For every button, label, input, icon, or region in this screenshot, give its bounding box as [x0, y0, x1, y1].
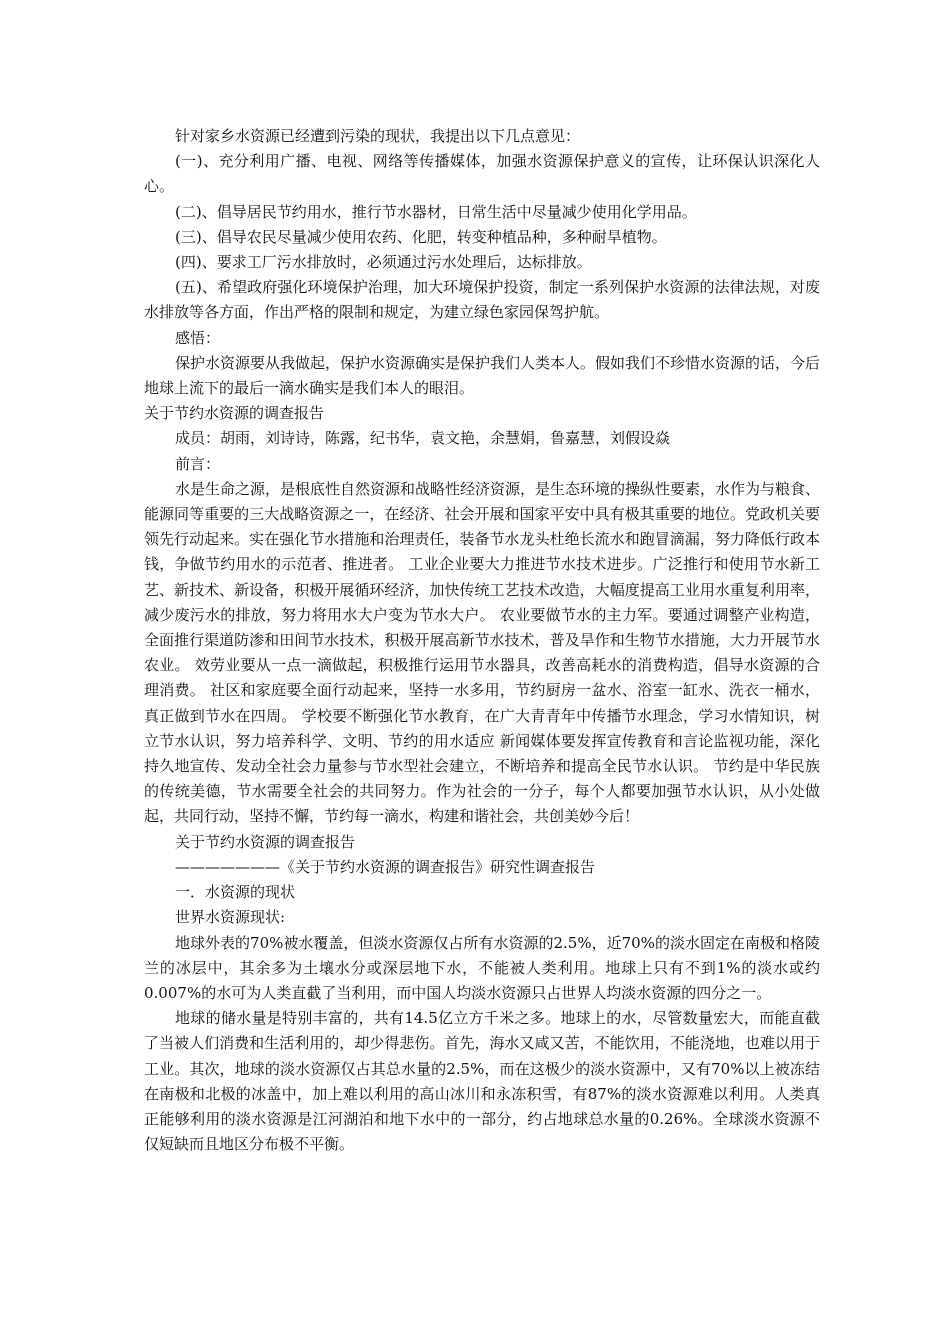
- paragraph: 地球外表的70%被水覆盖，但淡水资源仅占所有水资源的2.5%，近70%的淡水固定在南极和格陵兰的冰层中，其余多为土壤水分或深层地下水，不能被人类利用。地球上只有不到1%的淡水或约0.007%的水可为人类直截了当利用，而中国人均淡水资源只占世界人均淡水资源的四分之一。: [144, 933, 820, 1002]
- section-heading: 一．水资源的现状: [175, 883, 296, 902]
- paragraph: (三)、倡导农民尽量减少使用农药、化肥，转变种植品种，多种耐旱植物。: [175, 227, 667, 246]
- paragraph: 水是生命之源，是根底性自然资源和战略性经济资源，是生态环境的操纵性要素，水作为与粮食、能源同等重要的三大战略资源之一，在经济、社会开展和国家平安中具有极其重要的地位。党政机关要领先行动起来。实在强化节水措施和治理责任，装备节水龙头杜绝长流水和跑冒滴漏，努力降低行政本钱，争做节约用水的示范者、推进者。 工业企业要大力推进节水技术进步。广泛推行和使用节水新工艺、新技术、新设备，积极开展循环经济，加快传统工艺技术改造，大幅度提高工业用水重复利用率，减少废污水的排放，努力将用水大户变为节水大户。 农业要做节水的主力军。要通过调整产业构造，全面推行渠道防渗和田间节水技术，积极开展高新节水技术，普及旱作和生物节水措施，大力开展节水农业。 效劳业要从一点一滴做起，积极推行运用节水器具，改善高耗水的消费构造，倡导水资源的合理消费。 社区和家庭要全面行动起来，坚持一水多用，节约厨房一盆水、浴室一缸水、洗衣一桶水，真正做到节水在四周。 学校要不断强化节水教育，在广大青青年中传播节水理念，学习水情知识，树立节水认识，努力培养科学、文明、节约的用水适应 新闻媒体要发挥宣传教育和言论监视功能，深化持久地宣传、发动全社会力量参与节水型社会建立，不断培养和提高全民节水认识。 节约是中华民族的传统美德，节水需要全社会的共同努力。作为社会的一分子，每个人都要加强节水认识，从小处做起，共同行动，坚持不懈，节约每一滴水，构建和谐社会，共创美妙今后！: [144, 479, 821, 826]
- section-label: 前言：: [175, 454, 221, 473]
- paragraph: 地球的储水量是特别丰富的，共有14.5亿立方千米之多。地球上的水，尽管数量宏大，而能直截了当被人们消费和生活利用的，却少得悲伤。首先，海水又咸又苦，不能饮用，不能浇地，也难以用于工业。其次，地球的淡水资源仅占其总水量的2.5%，而在这极少的淡水资源中，又有70%以上被冻结在南极和北极的冰盖中，加上难以利用的高山冰川和永冻积雪，有87%的淡水资源难以利用。人类真正能够利用的淡水资源是江河湖泊和地下水中的一部分，约占地球总水量的0.26%。全球淡水资源不仅短缺而且地区分布极不平衡。: [144, 1009, 820, 1154]
- members-line: 成员：胡雨，刘诗诗，陈露，纪书华，袁文艳，余慧娟，鲁嘉慧，刘假设焱: [175, 429, 671, 448]
- section-label: 世界水资源现状:: [175, 908, 286, 927]
- paragraph: 保护水资源要从我做起，保护水资源确实是保护我们人类本人。假如我们不珍惜水资源的话，今后地球上流下的最后一滴水确实是我们本人的眼泪。: [144, 353, 821, 398]
- paragraph: (五)、希望政府强化环境保护治理，加大环境保护投资，制定一系列保护水资源的法律法规，对废水排放等各方面，作出严格的限制和规定，为建立绿色家园保驾护航。: [144, 278, 820, 322]
- report-title: 关于节约水资源的调查报告: [175, 832, 356, 851]
- paragraph: (四)、要求工厂污水排放时，必须通过污水处理后，达标排放。: [175, 253, 592, 272]
- report-title: 关于节约水资源的调查报告: [144, 404, 325, 423]
- section-label: 感悟：: [175, 328, 221, 347]
- paragraph: 针对家乡水资源已经遭到污染的现状，我提出以下几点意见：: [175, 127, 581, 145]
- report-subtitle: ———————《关于节约水资源的调查报告》研究性调查报告: [175, 857, 596, 876]
- document-page: [144, 124, 820, 1157]
- paragraph: (一)、充分利用广播、电视、网络等传播媒体，加强水资源保护意义的宣传，让环保认识深化人心。: [144, 152, 820, 196]
- paragraph: (二)、倡导居民节约用水，推行节水器材，日常生活中尽量减少使用化学用品。: [175, 202, 697, 221]
